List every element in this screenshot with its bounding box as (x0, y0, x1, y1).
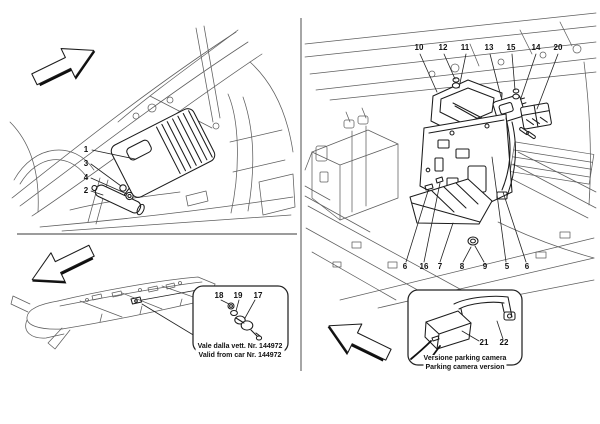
screw-a-drawing (452, 78, 459, 88)
callout-10: 10 (414, 43, 424, 52)
callout-20: 20 (553, 43, 563, 52)
callout-7: 7 (437, 262, 443, 271)
grommet-drawing (468, 237, 478, 245)
callout-1: 1 (83, 145, 89, 154)
relay-bracket-drawing (519, 103, 552, 139)
valid-from-caption-english: Valid from car Nr. 144972 (198, 352, 282, 359)
callout-11: 11 (460, 43, 470, 52)
callout-19: 19 (233, 291, 243, 300)
valid-from-caption-italian: Vale dalla vett. Nr. 144972 (197, 343, 283, 350)
callout-9: 9 (482, 262, 488, 271)
callout-13: 13 (484, 43, 494, 52)
direction-arrow-up-left-icon (322, 311, 395, 369)
chassis-crossmember-drawing (11, 277, 215, 349)
screw-b-drawing (513, 89, 519, 99)
callout-2: 2 (83, 186, 89, 195)
callout-14: 14 (531, 43, 541, 52)
direction-arrow-up-right-icon (27, 36, 100, 94)
callout-18: 18 (214, 291, 224, 300)
callout-21: 21 (479, 338, 489, 347)
direction-arrow-down-left-icon (25, 236, 98, 294)
callout-6: 6 (402, 262, 408, 271)
callout-6: 6 (524, 262, 530, 271)
callout-12: 12 (438, 43, 448, 52)
parking-camera-caption-english: Parking camera version (425, 364, 505, 371)
callout-8: 8 (459, 262, 465, 271)
callout-5: 5 (504, 262, 510, 271)
callout-22: 22 (499, 338, 509, 347)
callout-17: 17 (253, 291, 263, 300)
parking-camera-caption-italian: Versione parking camera (423, 355, 507, 362)
callout-15: 15 (506, 43, 516, 52)
callout-4: 4 (83, 173, 89, 182)
callout-3: 3 (83, 159, 89, 168)
callout-16: 16 (419, 262, 429, 271)
